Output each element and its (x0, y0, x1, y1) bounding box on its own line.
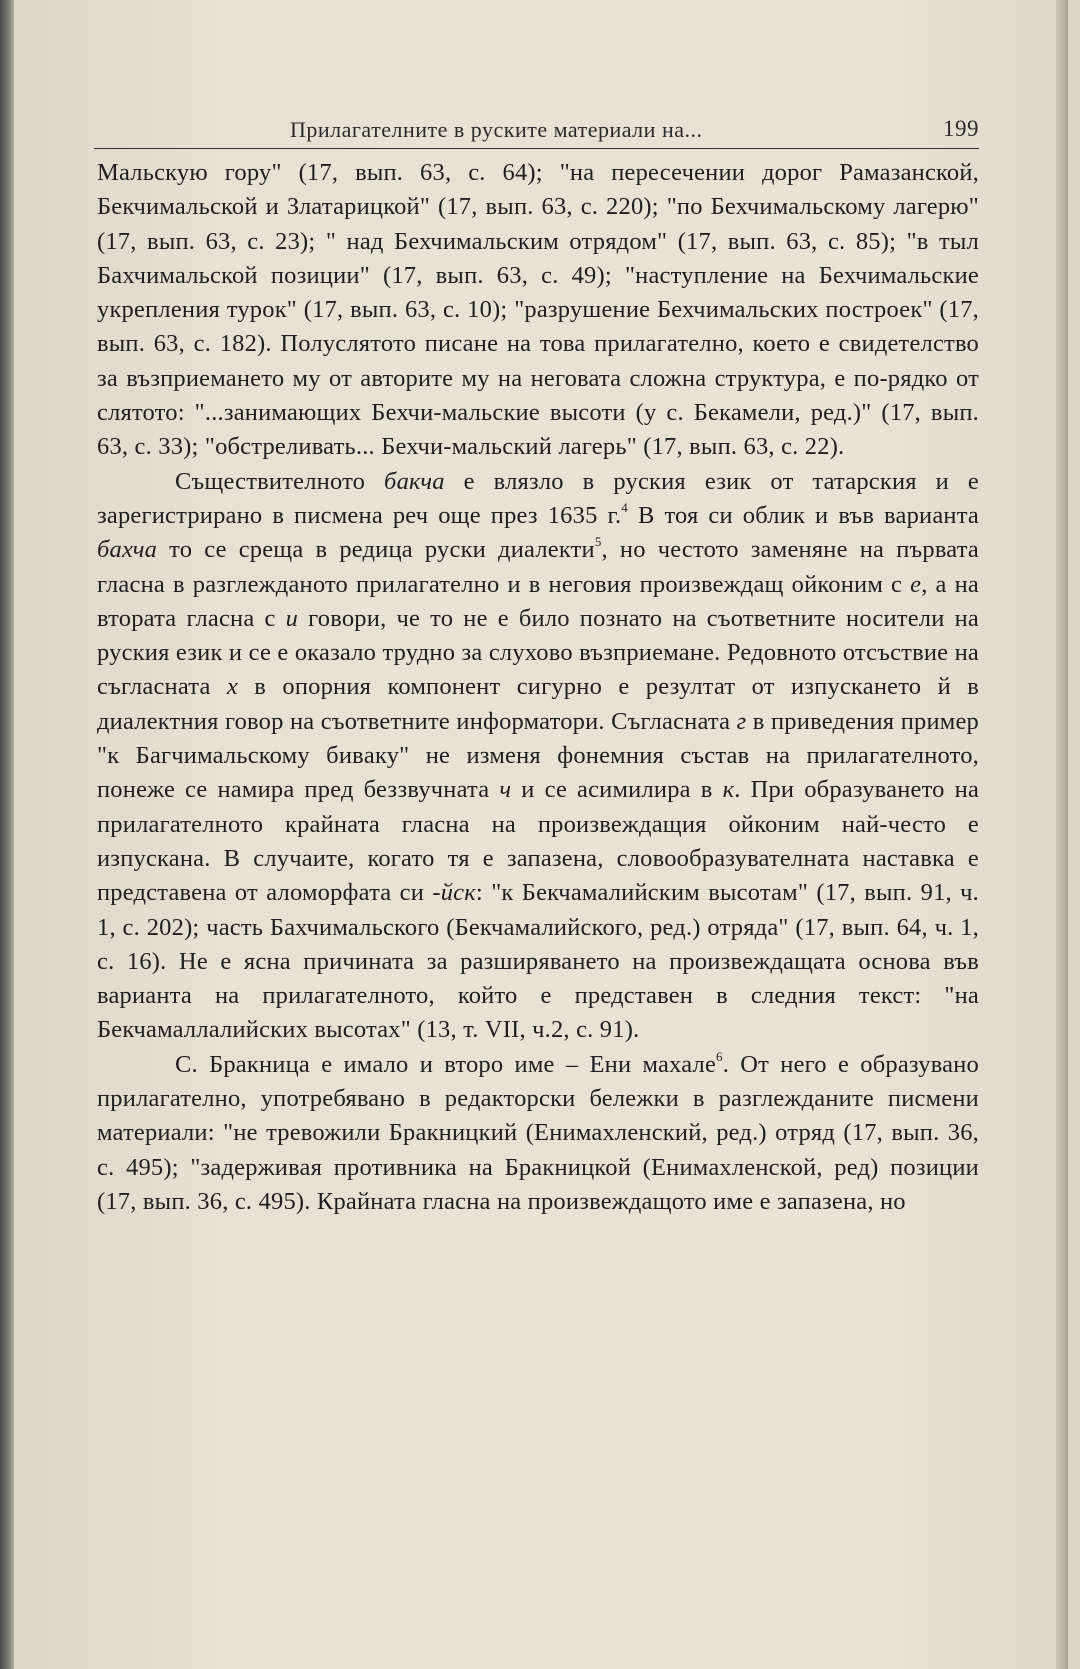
p2-text-6: , а на втората гласна с (97, 570, 980, 632)
p2-text-10: и се асимилира в (511, 776, 723, 804)
page-number: 199 (943, 116, 979, 141)
letter-e: е (910, 570, 922, 598)
body-text (97, 156, 979, 1219)
term-bakcha: бакча (384, 467, 445, 495)
book-spine-shadow (0, 0, 14, 1669)
p3-text-2: . От него е образувано прилагателно, употребявано в редакторски бележки в разглежданите писмени материали: "не тревожили Бракницкий (Енимахленский, ред.) отряд (17, вып. 36, с. 495); "задерживая противника на Бракницкой (Енимахленской, ред) позиции (17, вып. 36, с. 495). Крайната гласна на произвеждащото име е запазена, но (97, 1050, 979, 1215)
running-header (94, 112, 979, 149)
paragraph-1-text: Мальскую гору" (17, вып. 63, с. 64); "на пересечении дорог Рамазанской, Бекчимальской и Златарицкой" (17, вып. 63, с. 220); "по Бехчимальскому лагерю" (17, вып. 63, с. 23); " над Бехчимальским отрядом" (17, вып. 63, с. 85); "в тыл Бахчимальской позиции" (17, вып. 63, с. 49); "наступление на Бехчимальские укрепления турок" (17, вып. 63, с. 10); "разрушение Бехчимальских построек" (17, вып. 63, с. 182). Полуслятото писане на това прилагателно, което е свидетелство за възприемането му от авторите му на неговата сложна структура, е по-рядко от слятото: "...занимающих Бехчи-мальские высоти (у с. Бекамели, ред.)" (17, вып. 63, с. 33); "обстреливать... Бехчи-мальский лагерь" (17, вып. 63, с. 22). (97, 159, 979, 461)
p2-text-7: говори, че то не е било познато на съответните носители на руския език и се е оказало трудно за слухово възприемане. Редовното отсъствие на съгласната (97, 604, 979, 701)
suffix-isk: -йск (432, 879, 476, 907)
paragraph-1 (97, 156, 979, 465)
footnote-ref-6: 6 (716, 1048, 723, 1064)
p2-text-11: . При образуването на прилагателното крайната гласна на произвеждащия ойконим най-често е изпускана. В случаите, когато тя е запазена, словообразувателната наставка е представена от аломорфата си (97, 776, 980, 907)
running-head-title: Прилагателните в руските материали на... (290, 117, 703, 142)
p2-text-3: В тоя си облик и във варианта (628, 501, 980, 529)
p2-text-9: в приведения пример "к Багчимальскому бивaку" не изменя фонемния състав на прилагателното, понеже се намира пред беззвучната (97, 707, 979, 804)
footnote-ref-4: 4 (621, 499, 628, 515)
letter-h: х (226, 673, 238, 701)
letter-i: и (285, 604, 299, 632)
book-page (14, 0, 1068, 1669)
letter-g: г (736, 707, 747, 735)
p2-text-5: , но честото заменяне на първата гласна в разглежданото прилагателно и в неговия произвеждащ ойконим с (97, 536, 979, 598)
footnote-ref-5: 5 (594, 534, 602, 550)
letter-k: к (722, 776, 735, 804)
p2-text-4: то се среща в редица руски диалекти (157, 536, 595, 564)
p2-text-8: в опорния компонент сигурно е резултат от изпускането й в диалектния говор на съответните информатори. Съгласната (97, 673, 979, 735)
paragraph-2 (97, 465, 979, 1048)
p2-text-1: Съществителното (175, 467, 385, 495)
p2-text-12: : "к Бекчамалийским высотам" (17, вып. 91, ч. 1, с. 202); часть Бахчимальского (Бекчамалийского, ред.) отряда" (17, вып. 64, ч. 1, с. 16). Не е ясна причината за разширяването на произвеждащата основа във варианта на прилагателното, който е представен в следния текст: "на Бекчамаллалийских высотах" (13, т. VII, ч.2, с. 91). (97, 879, 979, 1044)
p2-text-2: е влязло в руския език от татарския и е зарегистрирано в писмена реч още през 1635 г. (97, 467, 979, 529)
term-bahcha: бахча (97, 536, 158, 564)
p3-text-1: С. Бракница е имало и второ име – Ени махале (175, 1050, 717, 1078)
paragraph-3 (97, 1048, 979, 1219)
letter-ch: ч (499, 776, 512, 804)
page-edge-shadow (1056, 0, 1068, 1669)
